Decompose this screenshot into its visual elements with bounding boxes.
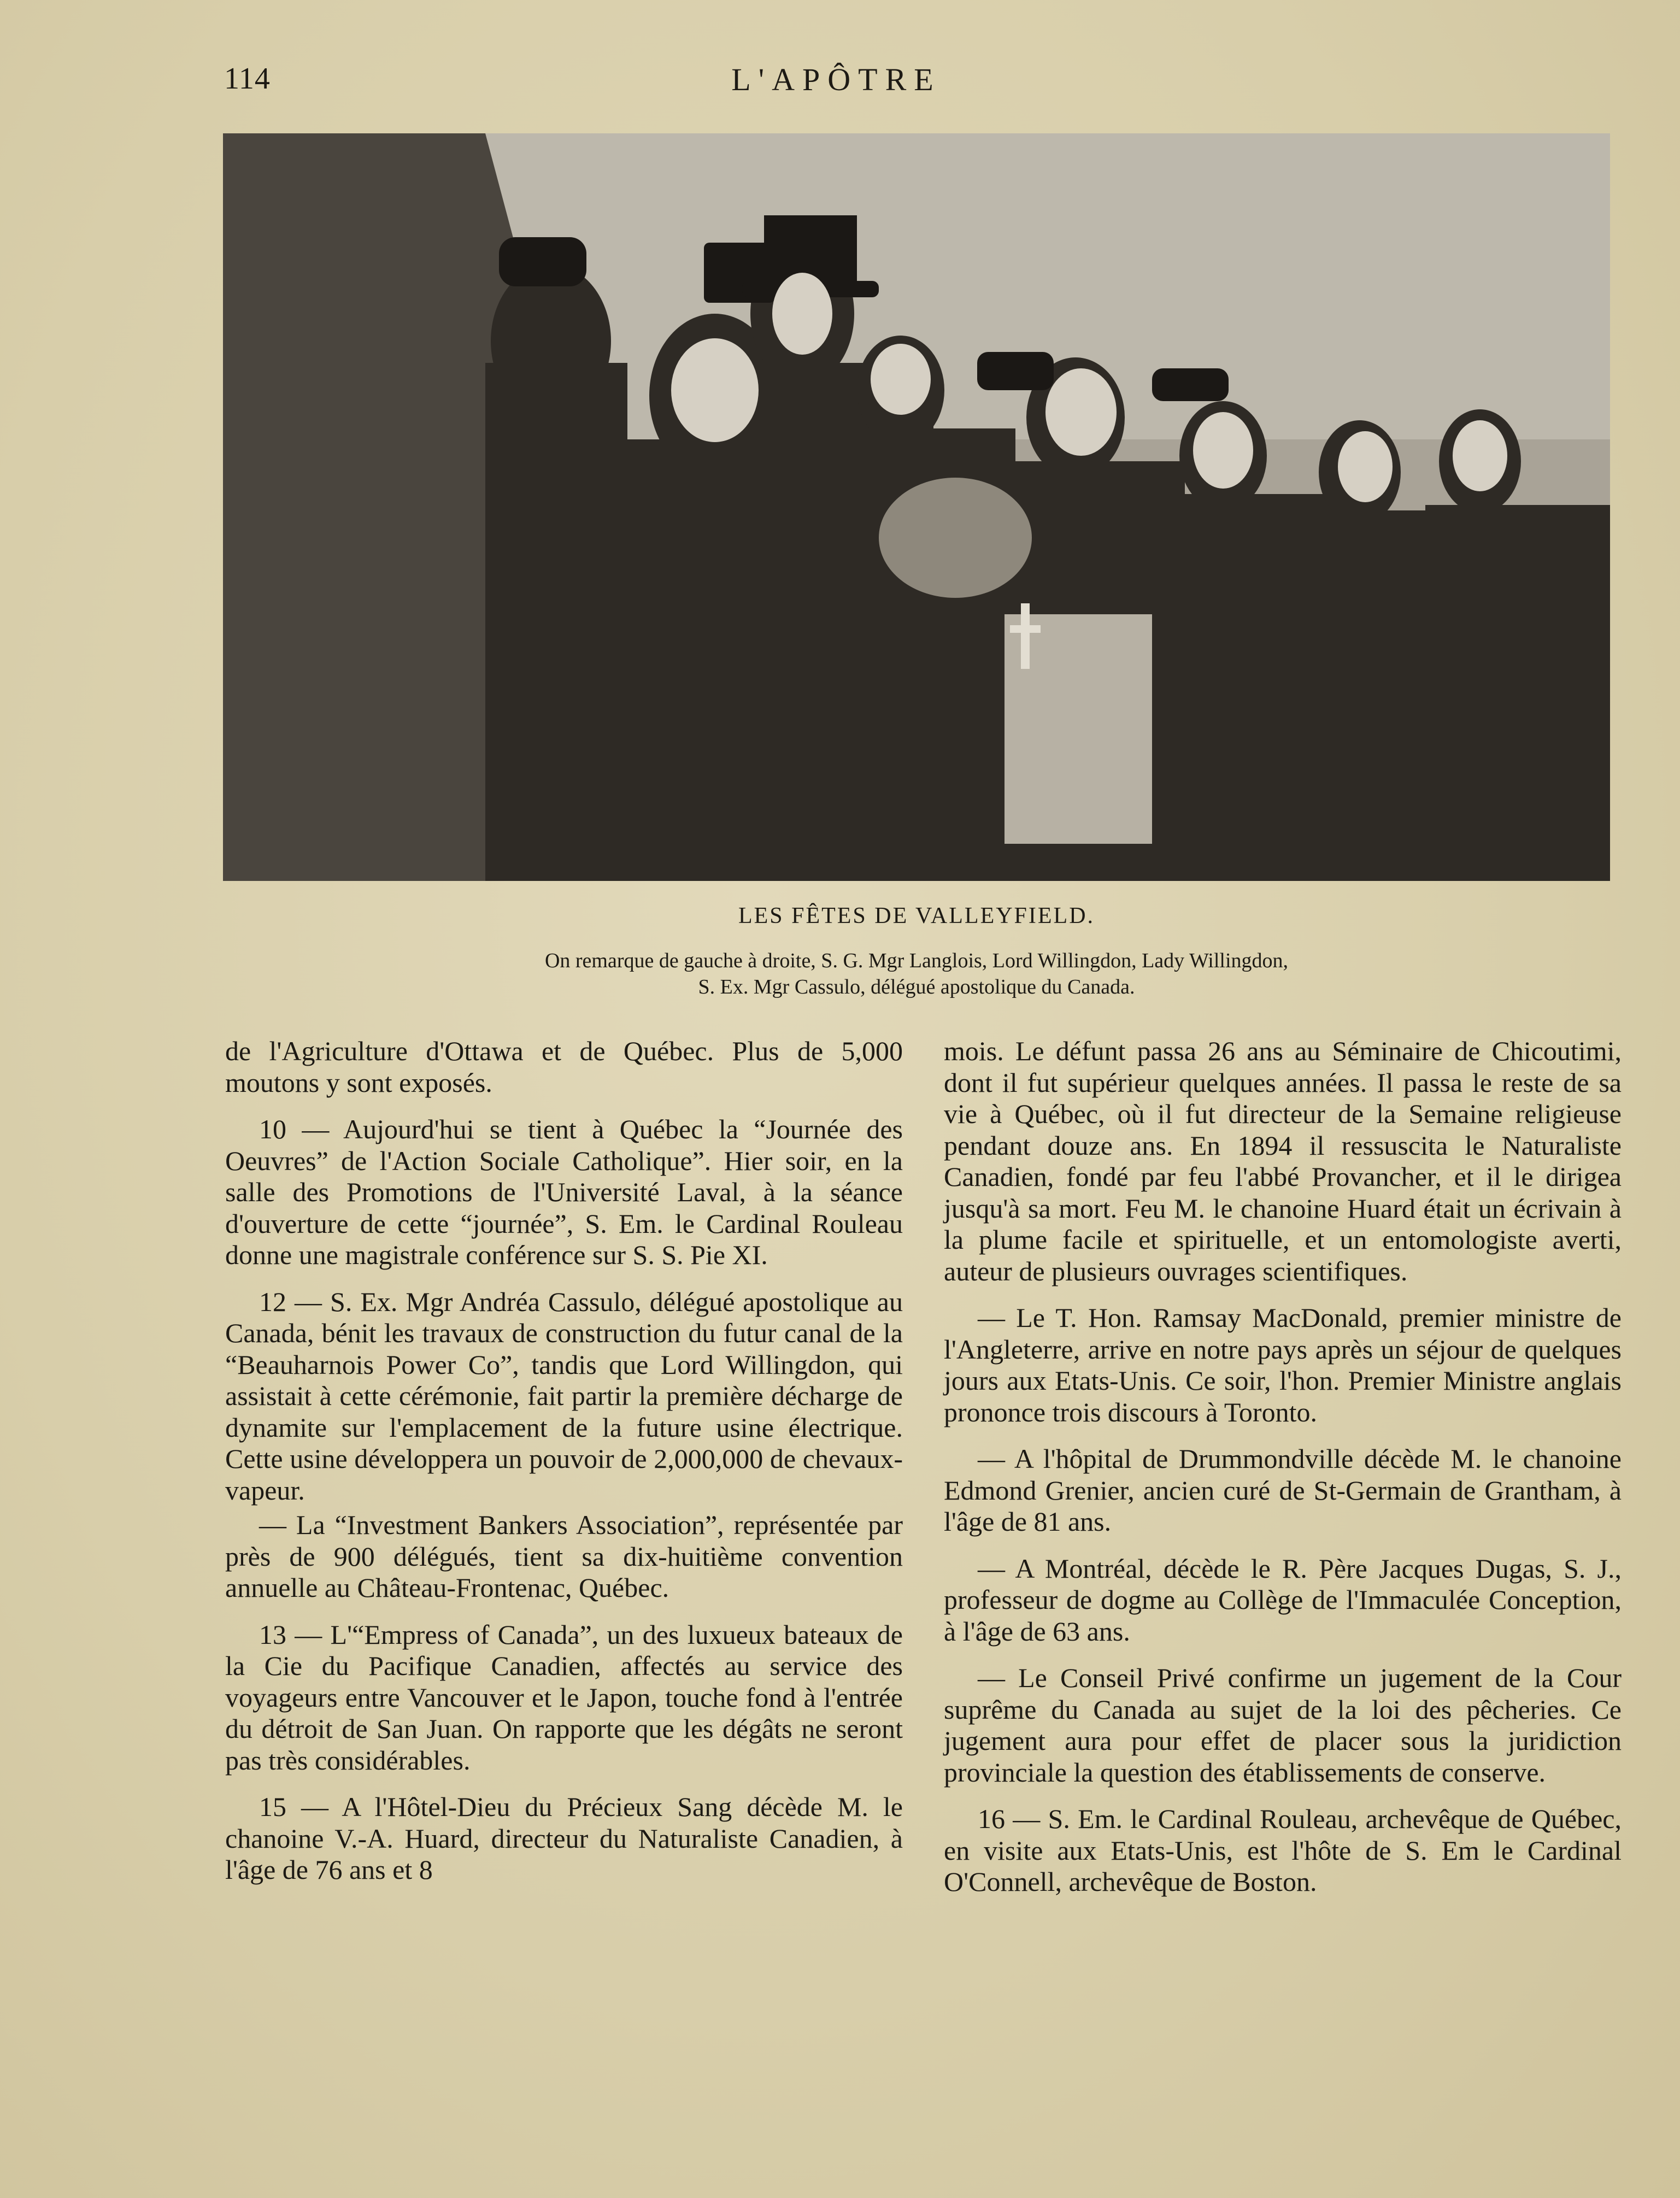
- paragraph: — A Montréal, décède le R. Père Jacques Dugas, S. J., professeur de dogme au Collège de l'Immaculée Conception, à l'âge de 63 ans.: [944, 1553, 1622, 1647]
- left-column: [225, 1036, 903, 1901]
- paragraph: mois. Le défunt passa 26 ans au Séminaire de Chicoutimi, dont il fut supérieur quelques années. Il passa le reste de sa vie à Québec, où il fut directeur de la Semaine religieuse pendant douze ans. En 1894 il ressuscita le Naturaliste Canadien, fondé par feu l'abbé Provancher, et il le dirigea jusqu'à sa mort. Feu M. le chanoine Huard était un écrivain à la plume facile et spirituelle, et un entomologiste averti, auteur de plusieurs ouvrages scientifiques.: [944, 1036, 1622, 1286]
- page-number: 114: [224, 62, 271, 96]
- photograph: [223, 133, 1610, 881]
- paragraph: 15 — A l'Hôtel-Dieu du Précieux Sang décède M. le chanoine V.-A. Huard, directeur du Naturaliste Canadien, à l'âge de 76 ans et 8: [225, 1791, 903, 1885]
- running-title: L'APÔTRE: [731, 62, 941, 97]
- page-header: [224, 61, 1612, 105]
- paragraph: 12 — S. Ex. Mgr Andréa Cassulo, délégué apostolique au Canada, bénit les travaux de construction du futur canal de la “Beauharnois Power Co”, tandis que Lord Willingdon, qui assistait à cette cérémonie, fait partir la première décharge de dynamite sur l'emplacement de la future usine électrique. Cette usine développera un pouvoir de 2,000,000 de chevaux-vapeur.: [225, 1286, 903, 1506]
- paragraph: — Le T. Hon. Ramsay MacDonald, premier ministre de l'Angleterre, arrive en notre pays après un séjour de quelques jours aux Etats-Unis. Ce soir, l'hon. Premier Ministre anglais prononce trois discours à Toronto.: [944, 1302, 1622, 1427]
- paragraph: 16 — S. Em. le Cardinal Rouleau, archevêque de Québec, en visite aux Etats-Unis, est l'hôte de S. Em le Cardinal O'Connell, archevêque de Boston.: [944, 1803, 1622, 1897]
- photo-caption-line-2: S. Ex. Mgr Cassulo, délégué apostolique du Canada.: [698, 975, 1135, 998]
- paragraph: — Le Conseil Privé confirme un jugement de la Cour suprême du Canada au sujet de la loi des pêcheries. Ce jugement aura pour effet de placer sous la juridiction provinciale la question des établissements de conserve.: [944, 1662, 1622, 1788]
- right-column: [944, 1036, 1622, 1913]
- paragraph: 10 — Aujourd'hui se tient à Québec la “Journée des Oeuvres” de l'Action Sociale Catholique”. Hier soir, en la salle des Promotions de l'Université Laval, à la séance d'ouverture de cette “journée”, S. Em. le Cardinal Rouleau donne une magistrale conférence sur S. S. Pie XI.: [225, 1114, 903, 1270]
- paragraph: de l'Agriculture d'Ottawa et de Québec. Plus de 5,000 moutons y sont exposés.: [225, 1036, 903, 1098]
- paragraph: — La “Investment Bankers Association”, représentée par près de 900 délégués, tient sa dix-huitième convention annuelle au Château-Frontenac, Québec.: [225, 1509, 903, 1603]
- photo-caption-title: LES FÊTES DE VALLEYFIELD.: [738, 903, 1095, 928]
- photo-scene-icon: [223, 133, 1610, 881]
- paragraph: 13 — L'“Empress of Canada”, un des luxueux bateaux de la Cie du Pacifique Canadien, affectés au service des voyageurs entre Vancouver et le Japon, touche fond à l'entrée du détroit de San Juan. On rapporte que les dégâts ne seront pas très considérables.: [225, 1619, 903, 1776]
- paragraph: — A l'hôpital de Drummondville décède M. le chanoine Edmond Grenier, ancien curé de St-Germain de Grantham, à l'âge de 81 ans.: [944, 1443, 1622, 1537]
- photo-caption-line-1: On remarque de gauche à droite, S. G. Mgr Langlois, Lord Willingdon, Lady Willingdon,: [544, 949, 1289, 972]
